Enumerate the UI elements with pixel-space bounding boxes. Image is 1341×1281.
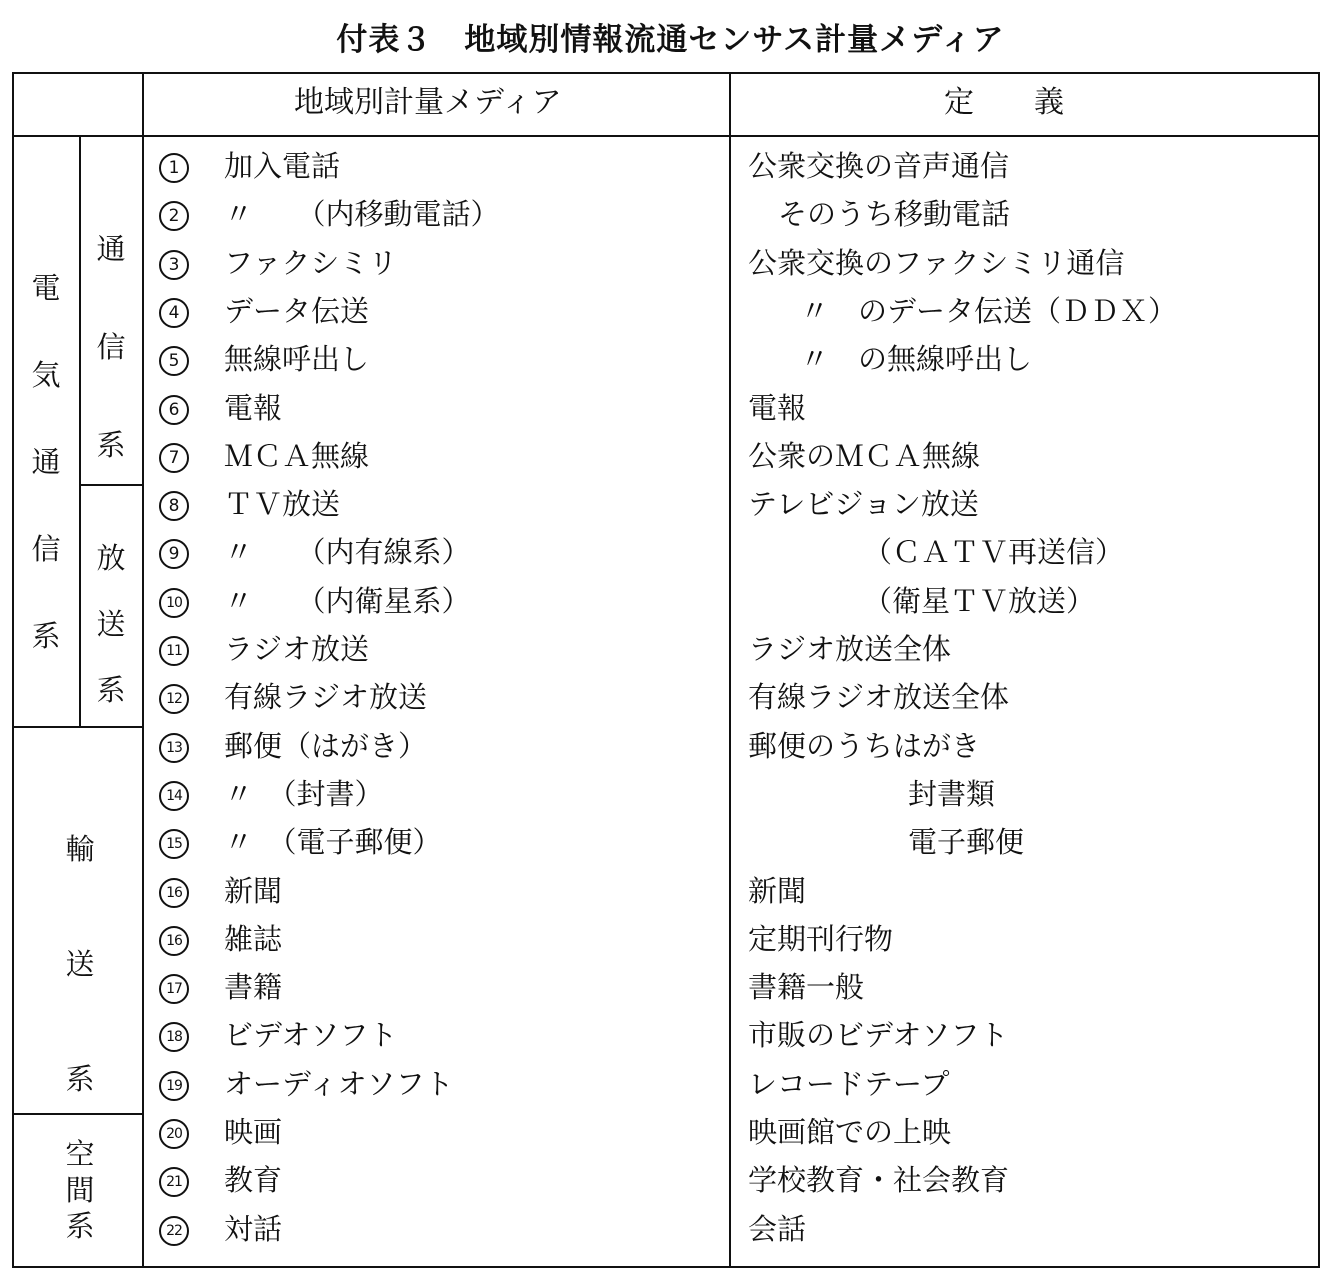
- category-electric: 電 気 通 信 系: [31, 271, 61, 653]
- category-subdivider: [79, 136, 81, 727]
- media-definition: テレビジョン放送: [748, 487, 979, 521]
- media-name: 〃 （内有線系）: [224, 535, 471, 569]
- media-definition: 〃 の無線呼出し: [800, 342, 1033, 376]
- denki-yuso-divider: [12, 726, 144, 728]
- header-bottom-border: [12, 135, 1320, 137]
- media-name: 書籍: [224, 970, 283, 1004]
- media-name: ビデオソフト: [224, 1018, 398, 1052]
- media-name: 電報: [224, 391, 283, 425]
- media-definition: （ＣＡＴＶ再送信）: [863, 535, 1125, 569]
- row-number: 10: [159, 588, 189, 618]
- media-name: 加入電話: [224, 149, 341, 183]
- media-definition: 書籍一般: [748, 970, 865, 1004]
- category-hoso: 放 送 系: [96, 541, 126, 707]
- row-number: 18: [159, 1022, 189, 1052]
- media-definition: 公衆交換の音声通信: [748, 149, 1010, 183]
- media-definition: 会話: [748, 1212, 807, 1246]
- row-number: 21: [159, 1167, 189, 1197]
- row-number: 6: [159, 395, 189, 425]
- row-number: 15: [159, 829, 189, 859]
- table-title: 付表３ 地域別情報流通センサス計量メディア: [336, 22, 1005, 58]
- table-left-border: [12, 72, 14, 1268]
- media-name: 映画: [224, 1115, 283, 1149]
- row-number: 9: [159, 539, 189, 569]
- row-number: 22: [159, 1216, 189, 1246]
- media-definition: 公衆のＭＣＡ無線: [748, 439, 981, 473]
- media-definition: 郵便のうちはがき: [748, 729, 981, 763]
- media-definition: 電報: [748, 391, 807, 425]
- media-name: 有線ラジオ放送: [224, 680, 428, 714]
- media-name: 〃 （封書）: [224, 777, 384, 811]
- media-name: 〃 （内衛星系）: [224, 584, 471, 618]
- media-definition: 新聞: [748, 874, 807, 908]
- media-name: 無線呼出し: [224, 342, 370, 376]
- category-yuso: 輸 送 系: [65, 832, 95, 1096]
- media-definition: ラジオ放送全体: [748, 632, 952, 666]
- media-definition: 市販のビデオソフト: [748, 1018, 1009, 1052]
- media-definition: 封書類: [908, 777, 996, 811]
- media-name: 郵便（はがき）: [224, 729, 428, 763]
- media-name: ＴＶ放送: [224, 487, 341, 521]
- row-number: 16: [159, 878, 189, 908]
- media-name: 〃 （内移動電話）: [224, 197, 500, 231]
- media-definition: 映画館での上映: [748, 1115, 952, 1149]
- media-name: ＭＣＡ無線: [224, 439, 370, 473]
- media-definition: レコードテープ: [748, 1067, 950, 1101]
- media-definition: （衛星ＴＶ放送）: [863, 584, 1096, 618]
- media-name: 〃 （電子郵便）: [224, 825, 442, 859]
- row-number: 20: [159, 1119, 189, 1149]
- row-number: 13: [159, 733, 189, 763]
- table-right-border: [1318, 72, 1320, 1268]
- media-definition: 公衆交換のファクシミリ通信: [748, 246, 1125, 280]
- table-bottom-border: [12, 1266, 1320, 1268]
- row-number: 4: [159, 298, 189, 328]
- category-kukan: 空 間 系: [65, 1137, 95, 1243]
- row-number: 19: [159, 1071, 189, 1101]
- row-number: 16: [159, 926, 189, 956]
- media-name: ファクシミリ: [224, 246, 398, 280]
- media-name: 対話: [224, 1212, 283, 1246]
- row-number: 17: [159, 974, 189, 1004]
- header-media: 地域別計量メディア: [294, 85, 562, 120]
- row-number: 5: [159, 346, 189, 376]
- row-number: 12: [159, 684, 189, 714]
- row-number: 3: [159, 250, 189, 280]
- media-definition: 定期刊行物: [748, 922, 894, 956]
- media-name: データ伝送: [224, 294, 370, 328]
- row-number: 11: [159, 636, 189, 666]
- media-definition-divider: [729, 72, 731, 1268]
- media-name: 新聞: [224, 874, 283, 908]
- media-name: ラジオ放送: [224, 632, 370, 666]
- category-tsushin: 通 信 系: [96, 232, 126, 462]
- category-media-divider: [142, 72, 144, 1268]
- media-definition: そのうち移動電話: [778, 197, 1011, 231]
- media-definition: 電子郵便: [908, 825, 1025, 859]
- media-name: 雑誌: [224, 922, 283, 956]
- header-definition: 定 義: [944, 85, 1064, 120]
- row-number: 8: [159, 491, 189, 521]
- table-top-border: [12, 72, 1320, 74]
- row-number: 1: [159, 153, 189, 183]
- media-name: オーディオソフト: [224, 1067, 454, 1101]
- media-definition: 学校教育・社会教育: [748, 1163, 1010, 1197]
- row-number: 14: [159, 781, 189, 811]
- row-number: 7: [159, 443, 189, 473]
- media-name: 教育: [224, 1163, 283, 1197]
- media-definition: 〃 のデータ伝送（ＤＤＸ）: [800, 294, 1178, 328]
- media-definition: 有線ラジオ放送全体: [748, 680, 1010, 714]
- row-number: 2: [159, 201, 189, 231]
